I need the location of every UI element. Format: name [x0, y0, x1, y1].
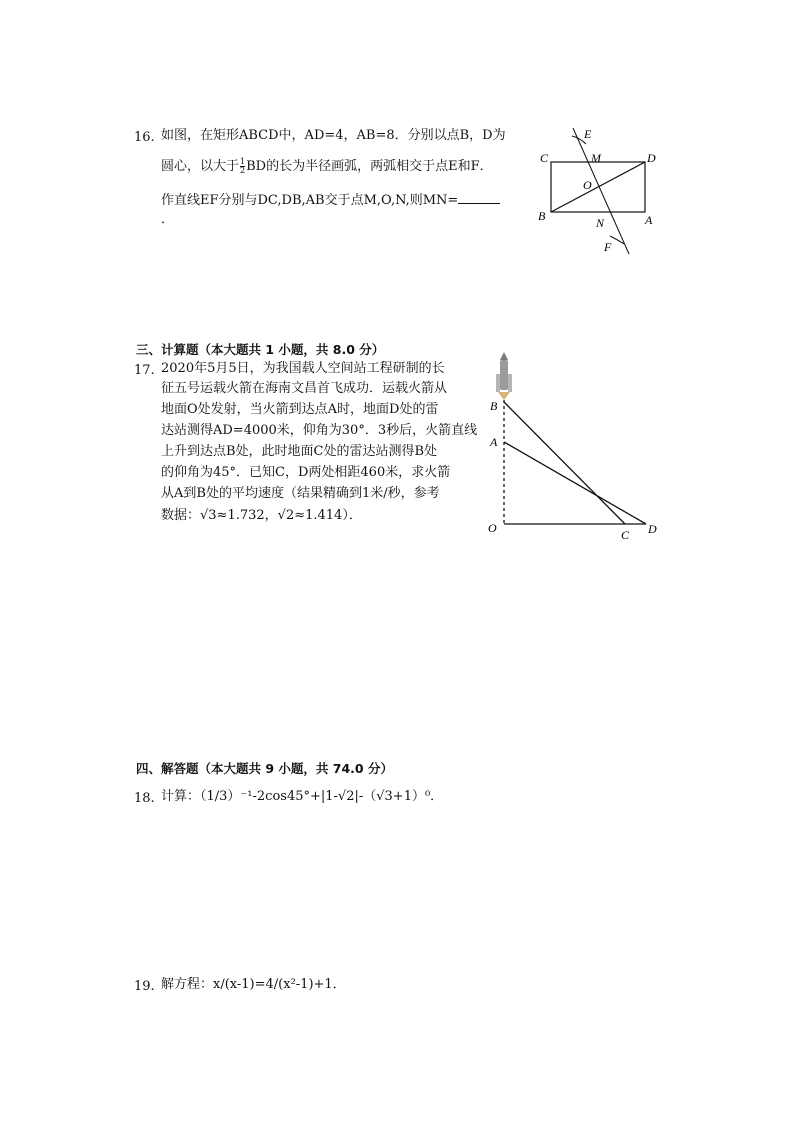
- question-number-19: 19.: [134, 979, 155, 994]
- label-d: D: [647, 151, 656, 165]
- q16-text-line1: 如图，在矩形ABCD中，AD=4，AB=8．分别以点B，D为: [161, 128, 506, 143]
- question-number-17: 17.: [134, 363, 155, 378]
- label-m: M: [591, 151, 601, 165]
- label-e: E: [584, 127, 592, 141]
- label-o: O: [488, 521, 497, 535]
- q17-line: 的仰角为45°．已知C，D两处相距460米，求火箭: [161, 465, 451, 480]
- q16-line2-suffix: BD的长为半径画弧，两弧相交于点E和F．: [246, 159, 493, 174]
- label-b: B: [538, 209, 546, 223]
- q17-line: 达站测得AD=4000米，仰角为30°．3秒后，火箭直线: [161, 423, 478, 438]
- q16-half-fraction: $\frac{1}{2}$: [240, 157, 246, 175]
- q16-text-line4: ．: [161, 212, 175, 227]
- line-bc: [504, 402, 625, 524]
- label-c: C: [621, 528, 630, 542]
- label-a: A: [645, 213, 653, 227]
- q17-line-last: 数据：√3≈1.732，√2≈1.414）．: [161, 508, 362, 523]
- label-f: F: [604, 240, 612, 254]
- label-n: N: [596, 216, 605, 230]
- q16-line2-prefix: 圆心，以大于: [161, 159, 240, 174]
- question-number-16: 16.: [134, 130, 155, 145]
- section-4-heading: 四、解答题（本大题共 9 小题，共 74.0 分）: [136, 761, 393, 776]
- rocket-icon: [496, 352, 512, 400]
- q16-text-line2: [161, 158, 493, 175]
- line-ef: [573, 128, 629, 254]
- q19-equation: 解方程：x/(x-1)=4/(x²-1)+1．: [161, 977, 346, 992]
- question-number-18: 18.: [134, 791, 155, 806]
- label-o: O: [583, 178, 592, 192]
- q18-expression: 计算：（1/3）⁻¹-2cos45°+|1-√2|-（√3+1）⁰．: [161, 789, 444, 804]
- line-ad: [504, 442, 646, 524]
- q17-line: 地面O处发射，当火箭到达点A时，地面D处的雷: [161, 402, 439, 417]
- section-3-heading: 三、计算题（本大题共 1 小题，共 8.0 分）: [136, 342, 385, 357]
- label-a: A: [490, 435, 498, 449]
- diagonal-bd: [551, 162, 645, 212]
- answer-blank[interactable]: [458, 191, 500, 204]
- label-c: C: [540, 151, 549, 165]
- q17-line: 征五号运载火箭在海南文昌首飞成功．运载火箭从: [161, 381, 448, 396]
- label-d: D: [648, 522, 657, 536]
- q17-line: 上升到达点B处，此时地面C处的雷达站测得B处: [161, 444, 438, 459]
- rectangle-abcd-figure: [536, 124, 668, 256]
- q17-line: 2020年5月5日，为我国载人空间站工程研制的长: [161, 361, 445, 376]
- q17-line: 从A到B处的平均速度（结果精确到1米/秒，参考: [161, 486, 440, 501]
- label-b: B: [490, 399, 498, 413]
- rocket-elevation-figure: [484, 352, 664, 542]
- q16-text-line3: 作直线EF分别与DC,DB,AB交于点M,O,N,则MN=: [161, 191, 500, 209]
